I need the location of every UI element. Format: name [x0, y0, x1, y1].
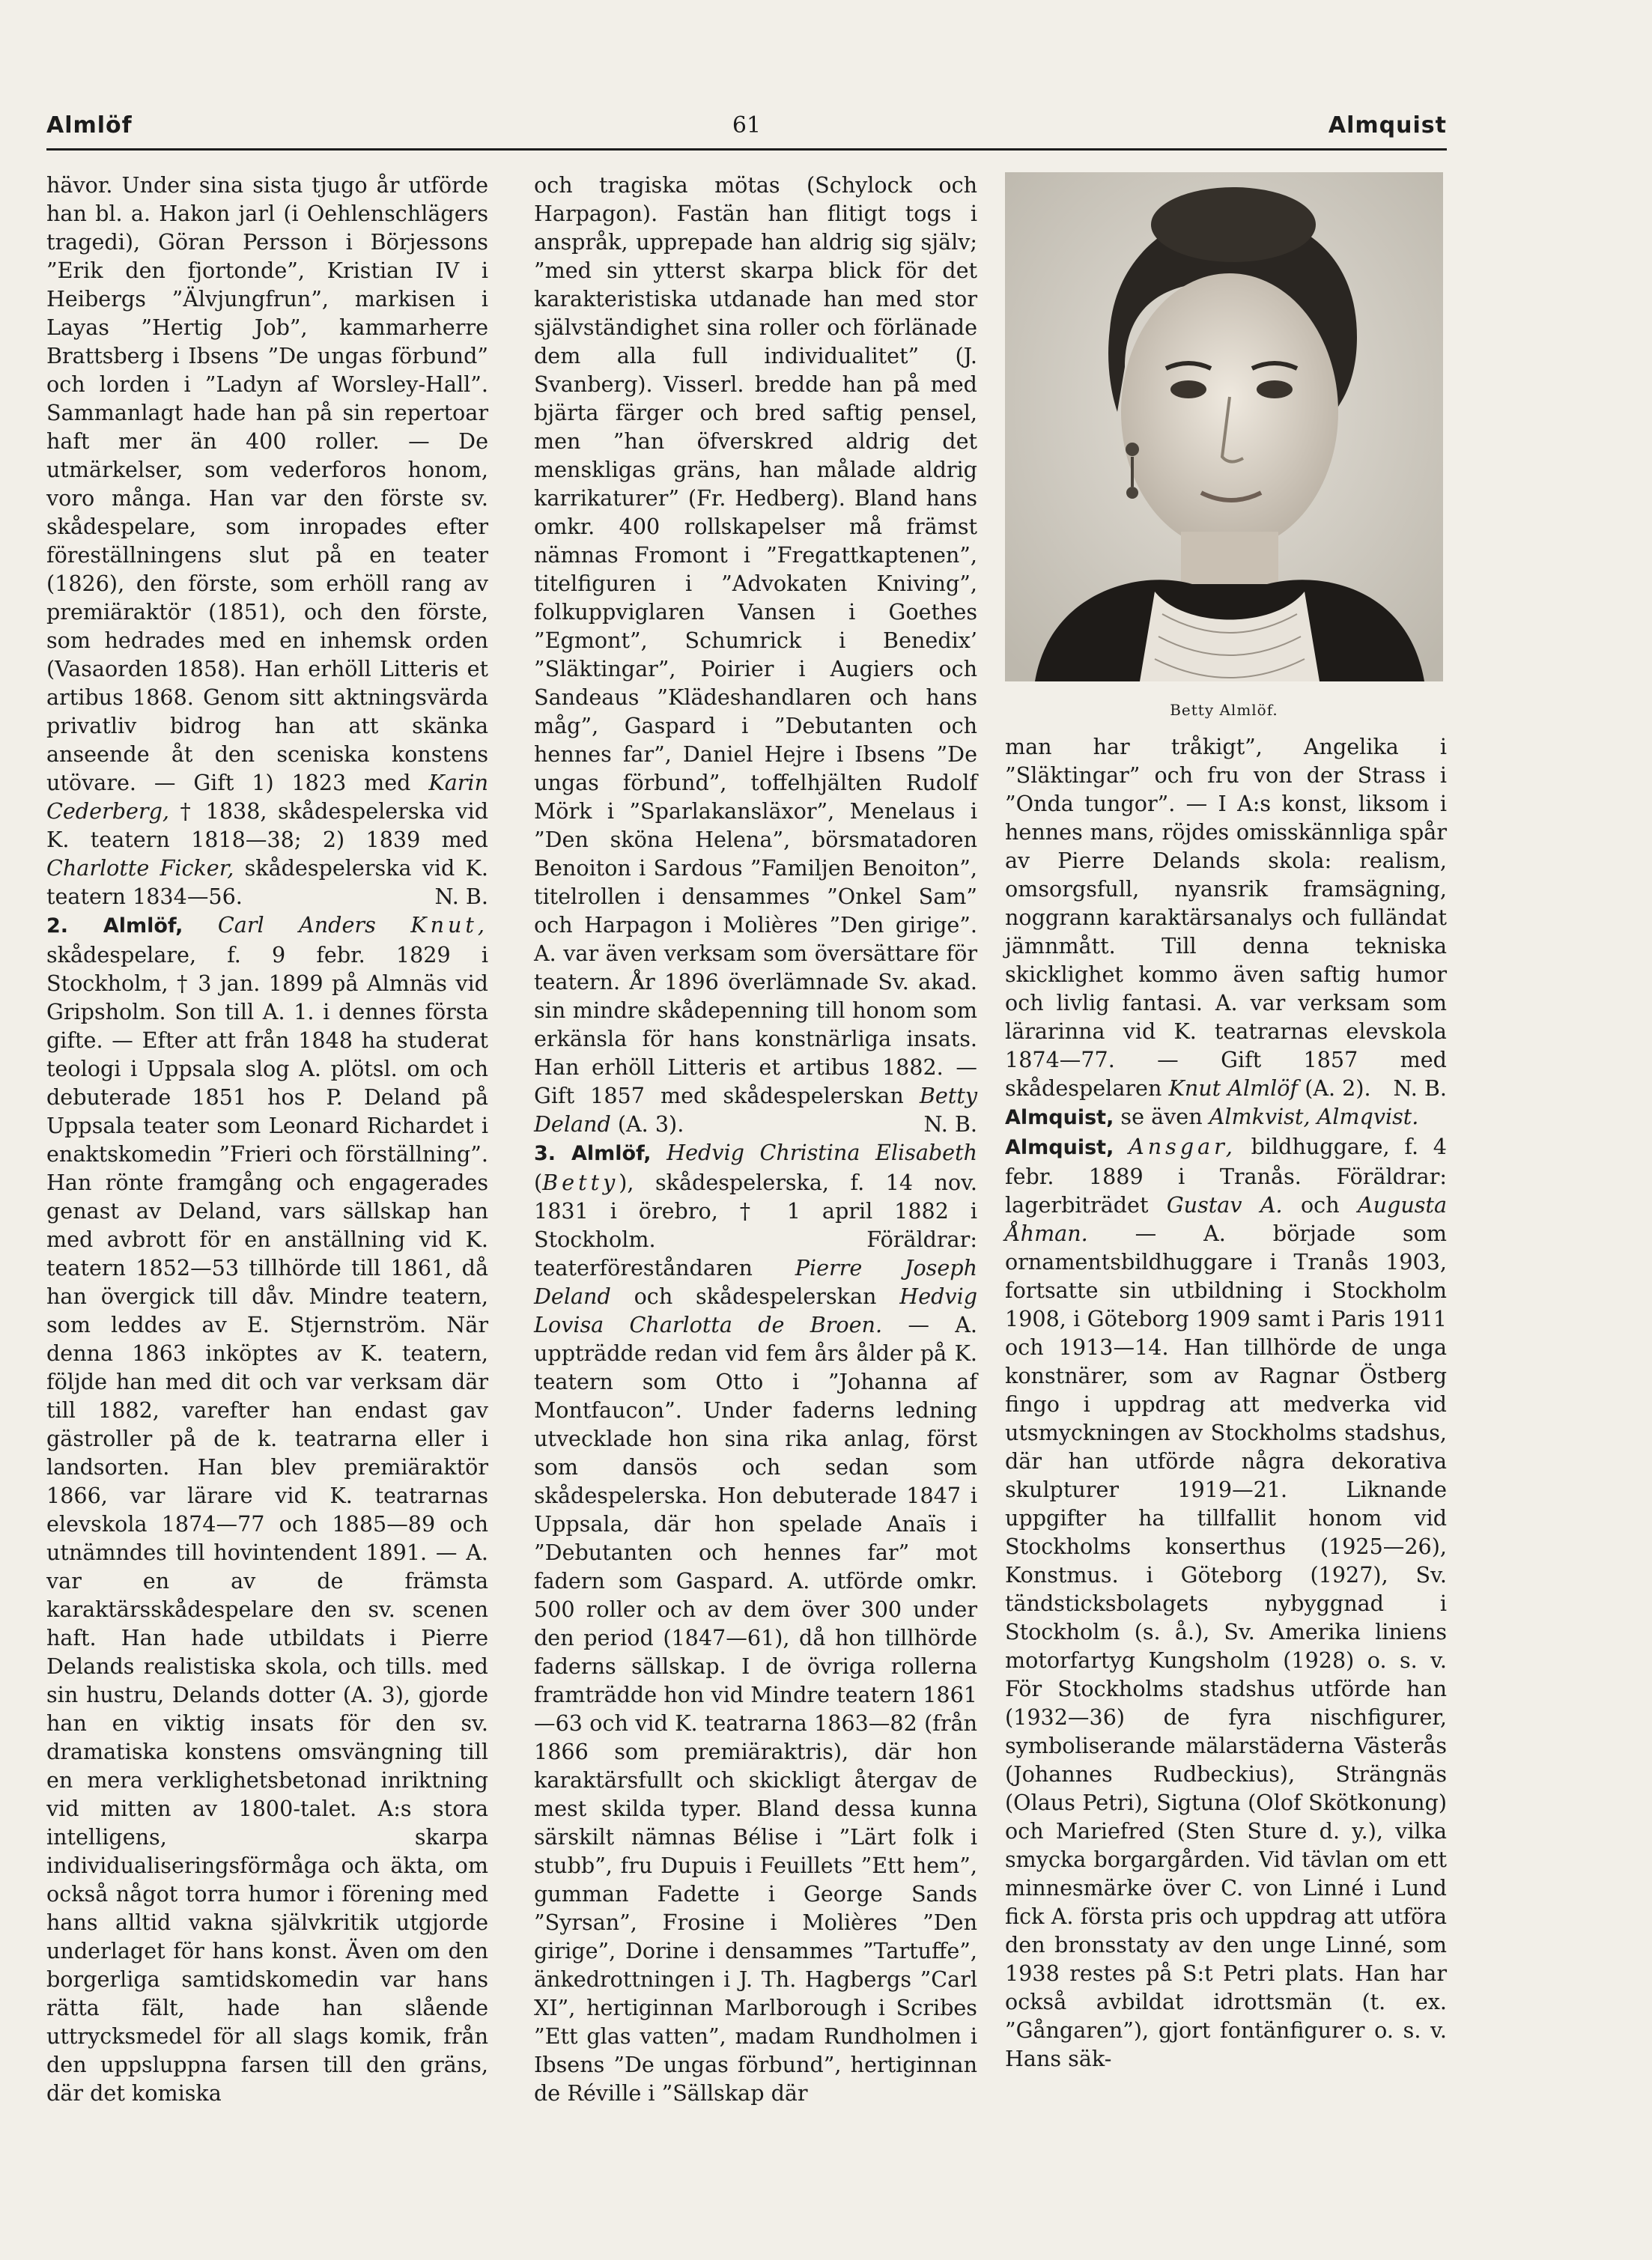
- col3-text: (A. 2).: [1305, 1075, 1371, 1101]
- entry-body: bildhuggare, f. 4 febr. 1889 i Tranås. Föräldrar: lagerbiträdet: [1005, 1134, 1448, 1218]
- col2-paragraph-1: [534, 171, 977, 1138]
- entry-body: skådespelare, f. 9 febr. 1829 i Stockholm, † 3 jan. 1899 på Almnäs vid Gripsholm. Son till A. 1. i dennes första gifte. — Efter att från 1848 ha studerat teologi i Uppsala slog A. plötsl. om och debuterade 1851 hos P. Deland på Uppsala teater som Leonard Richardet i enaktskomedin ”Frieri och förställning”. Han rönte framgång och engagerades genast av Deland, vars sällskap han med avbrott för en anställning vid K. teatern 1852—53 tillhörde till 1861, då han övergick till dåv. Mindre teatern, som leddes av E. Stjernström. När denna 1863 inköptes av K. teatern, följde han med dit och var verksam där till 1882, varefter han endast gav gästroller på de k. teatrarna eller i landsorten. Han blev premiäraktör 1866, var lärare vid K. teatrarnas elevskola 1874—77 och 1885—89 och utnämndes till hovintendent 1891. — A. var en av de främsta karaktärsskådespelare den sv. scenen haft. Han hade utbildats i Pierre Delands realistiska skola, och tills. med sin hustru, Delands dotter (A. 3), gjorde han en viktig insats för den sv. dramatiska konstens omsvängning till en mera verklighetsbetonad inriktning vid mitten av 1800-talet. A:s stora intelligens, skarpa individualiseringsförmåga och äkta, om också något torra humor i förening med hans alltid vakna självkritik utgjorde underlaget för hans konst. Även om den borgerliga samtidskomedin var hans rätta fält, hade han slående uttrycksmedel för all slags komik, från den uppsluppna farsen till den gräns, där det komiska: [46, 942, 488, 2106]
- col1-text: skådespelerska vid K. teatern 1834—56.: [46, 855, 489, 909]
- entry-body: och skådespelerskan: [634, 1284, 877, 1309]
- col2-text: och tragiska mötas (Schylock och Harpagon). Fastän han flitigt togs i anspråk, upprepade han aldrig sig själv; ”med sin ytterst skarpa blick för det karakteristiska utdanade han med stor självständighet sina roller och förlänade dem alla full individualitet” (J. Svanberg). Visserl. bredde han på med bjärta färger och bred saftig pensel, men ”han öfverskred aldrig det menskligas gräns, han målade aldrig karrikaturer” (Fr. Hedberg). Bland hans omkr. 400 rollskapelser må främst nämnas Fromont i ”Fregattkaptenen”, titelfiguren i ”Advokaten Kniving”, folkuppviglaren Vansen i Goethes ”Egmont”, Schumrick i Benedix’ ”Släktingar”, Poirier i Augiers och Sandeaus ”Klädeshandlaren och hans måg”, Gaspard i ”Debutanten och hennes far”, Daniel Hejre i Ibsens ”De ungas förbund”, toffelhjälten Rudolf Mörk i ”Sparlakansläxor”, Menelaus i ”Den sköna Helena”, börsmatadoren Benoiton i Sardous ”Familjen Benoiton”, titelrollen i densammes ”Onkel Sam” och Harpagon i Molières ”Den girige”. A. var även verksam som översättare för teatern. År 1896 överlämnade Sv. akad. sin mindre skådepenning till honom som erkänsla för hans konstnärliga insats. Han erhöll Litteris et artibus 1882. — Gift 1857 med skådespelerskan: [534, 172, 977, 1108]
- given-names: Carl Anders: [217, 912, 376, 938]
- entry-body: — A. började som ornamentsbildhuggare i Tranås 1903, fortsatte sin utbildning i Stockholm 1908, i Göteborg 1909 samt i Paris 1911 och 1913—14. Han tillhörde de unga konstnärer, som av Ragnar Östberg fingo i uppdrag att medverka vid utsmyckningen av Stockholms stadshus, där han utförde några dekorativa skulpturer 1919—21. Liknande uppgifter ha tillfallit honom vid Stockholms konserthus (1925—26), Konstmus. i Göteborg (1927), Sv. tändsticksbolagets nybyggnad i Stockholm (s. å.), Sv. Amerika liniens motorfartyg Kungsholm (1928) o. s. v. För Stockholms stadshus utförde han (1932—36) de fyra nischfigurer, symboliserande mälarstäderna Västerås (Johannes Rudbeckius), Strängnäs (Olaus Petri), Sigtuna (Olof Skötkonung) och Mariefred (Sten Sture d. y.), vilka smycka borgargården. Vid tävlan om ett minnesmärke över C. von Linné i Lund fick A. första pris och uppdrag att utföra den bronsstaty av den unge Linné, som 1938 restes på S:t Petri plats. Han har också avbildat idrottsmän (t. ex. ”Gångaren”), gjort fontänfigurer o. s. v. Hans säk-: [1005, 1221, 1447, 2071]
- entry-body: — A. uppträdde redan vid fem års ålder på K. teatern som Otto i ”Johanna af Montfaucon”. Under faderns ledning utvecklade hon sina rika anlag, först som dansös och sedan som skådespelerska. Hon debuterade 1847 i Uppsala, där hon spelade Anaïs i ”Debutanten och hennes far” mot fadern som Gaspard. A. utförde omkr. 500 roller och av dem över 300 under den period (1847—61), då hon tillhörde faderns sällskap. I de övriga rollerna framträdde hon vid Mindre teatern 1861—63 och vid K. teatrarna 1863—82 (från 1866 som premiäraktris), där hon karaktärsfullt och skickligt återgav de mest skilda typer. Bland dessa kunna särskilt nämnas Bélise i ”Lärt folk i stubb”, fru Dupuis i Feuillets ”Ett hem”, gumman Fadette i George Sands ”Syrsan”, Frosine i Molières ”Den girige”, Dorine i densammes ”Tartuffe”, änkedrottningen i J. Th. Hagbergs ”Carl XI”, hertiginnan Marlborough i Scribes ”Ett glas vatten”, madam Rundholmen i Ibsens ”De ungas förbund”, hertiginnan de Réville i ”Sällskap där: [534, 1312, 978, 2106]
- entry-almlof-knut: [46, 911, 488, 2107]
- father-name: Pierre Joseph Deland: [534, 1255, 977, 1309]
- xref-targets: Almkvist, Almqvist.: [1209, 1104, 1419, 1129]
- entry-heading: 2. Almlöf,: [46, 914, 183, 938]
- column-3: [1005, 171, 1447, 2073]
- col1-text: hävor. Under sina sista tjugo år utförde han bl. a. Hakon jarl (i Oehlenschlägers tragedi), Göran Persson i Börjessons ”Erik den fjortonde”, Kristian IV i Heibergs ”Älvjungfrun”, markisen i Layas ”Hertig Job”, kammarherre Brattsberg i Ibsens ”De ungas förbund” och lorden i ”Ladyn af Worsley-Hall”. Sammanlagt hade han på sin repertoar haft mer än 400 roller. — De utmärkelser, som vederforos honom, voro många. Han var den förste sv. skådespelare, som inropades efter föreställningens slut på en teater (1826), den förste, som erhöll rang av premiäraktör (1851), och den förste, som hedrades med en inhemsk orden (Vasaorden 1858). Han erhöll Litteris et artibus 1868. Genom sitt aktningsvärda privatliv bidrog han att skänka anseende åt den sceniska konstens utövare. — Gift 1) 1823 med: [46, 172, 488, 795]
- spouse-name: Karin Cederberg,: [46, 770, 488, 824]
- page-number: 61: [732, 112, 762, 139]
- col3-paragraph-1: [1005, 732, 1447, 1102]
- header-rule: [46, 148, 1447, 151]
- spouse-name: Knut Almlöf: [1168, 1075, 1299, 1101]
- author-signature: N. B.: [434, 884, 488, 909]
- spouse-name: Betty Deland: [534, 1083, 977, 1137]
- given-names: Hedvig Christina Elisabeth: [666, 1140, 977, 1165]
- col1-text: † 1838, skådespelerska vid K. teatern 1818—38; 2) 1839 med: [46, 798, 488, 852]
- author-signature: N. B.: [923, 1111, 977, 1137]
- entry-almlof-betty: 3. Almlöf, Hedvig Christina Elisabeth (Betty), skådespelerska, f. 14 nov. 1831 i örebro, † 1 april 1882 i Stockholm. Föräldrar: teaterföreståndaren Pierre Joseph Deland och skådespelerskan Hedvig Lovisa Charlotta de Broen. — A. uppträdde redan vid fem års ålder på K. teatern som Otto i ”Johanna af Montfaucon”. Under faderns ledning utvecklade hon sina rika anlag, först som dansös och sedan som skådespelerska. Hon debuterade 1847 i Uppsala, där hon spelade Anaïs i ”Debutanten och hennes far” mot fadern som Gaspard. A. utförde omkr. 500 roller och av dem över 300 under den period (1847—61), då hon tillhörde faderns sällskap. I de övriga rollerna framträdde hon vid Mindre teatern 1861—63 och vid K. teatrarna 1863—82 (från 1866 som premiäraktris), där hon karaktärsfullt och skickligt återgav de mest skilda typer. Bland dessa kunna särskilt nämnas Bélise i ”Lärt folk i stubb”, fru Dupuis i Feuillets ”Ett hem”, gumman Fadette i George Sands ”Syrsan”, Frosine i Molières ”Den girige”, Dorine i densammes ”Tartuffe”, änkedrottningen i J. Th. Hagbergs ”Carl XI”, hertiginnan Marlborough i Scribes ”Ett glas vatten”, madam Rundholmen i Ibsens ”De ungas förbund”, hertiginnan de Réville i ”Sällskap där: [534, 1140, 978, 2106]
- col1-paragraph-1: [46, 171, 488, 911]
- given-name: Ansgar,: [1129, 1134, 1236, 1159]
- father-name: Gustav A.: [1166, 1192, 1283, 1218]
- called-name: Knut,: [410, 912, 488, 938]
- spouse-name: Charlotte Ficker,: [46, 855, 234, 881]
- mother-name: Hedvig Lovisa Charlotta de Broen.: [534, 1284, 978, 1337]
- entry-almquist-ansgar: [1005, 1132, 1447, 2073]
- entry-heading: 3. Almlöf,: [534, 1142, 652, 1165]
- running-header: [46, 112, 1447, 142]
- entry-heading: Almquist,: [1005, 1136, 1114, 1159]
- column-1: [46, 171, 488, 2107]
- xref-text: se även: [1120, 1104, 1203, 1129]
- cross-reference-almquist: [1005, 1102, 1447, 1132]
- header-right-word: Almquist: [1328, 112, 1447, 139]
- mother-name: Augusta Åhman.: [1005, 1192, 1447, 1246]
- entry-heading: Almquist,: [1005, 1106, 1114, 1129]
- col2-text: (A. 3).: [617, 1111, 684, 1137]
- called-name: Betty: [542, 1170, 619, 1195]
- portrait-caption: Betty Almlöf.: [1170, 701, 1278, 719]
- header-left-word: Almlöf: [46, 112, 133, 139]
- author-signature: N. B.: [1393, 1075, 1447, 1101]
- entry-body: ), skådespelerska, f. 14 nov. 1831 i örebro, † 1 april 1882 i Stockholm. Föräldrar: teaterföreståndaren: [534, 1170, 977, 1281]
- column-2: [534, 171, 977, 2107]
- entry-body: och: [1300, 1192, 1340, 1218]
- col3-text: man har tråkigt”, Angelika i ”Släktingar” och fru von der Strass i ”Onda tungor”. — I A:s konst, liksom i hennes mans, röjdes omisskännliga spår av Pierre Delands skola: realism, omsorgsfull, nyansrik framsägning, noggrann karaktärsanalys och fulländat jämnmått. Till denna tekniska skicklighet kommo även saftig humor och livlig fantasi. A. var verksam som lärarinna vid K. teatrarnas elevskola 1874—77. — Gift 1857 med skådespelaren: [1005, 734, 1447, 1101]
